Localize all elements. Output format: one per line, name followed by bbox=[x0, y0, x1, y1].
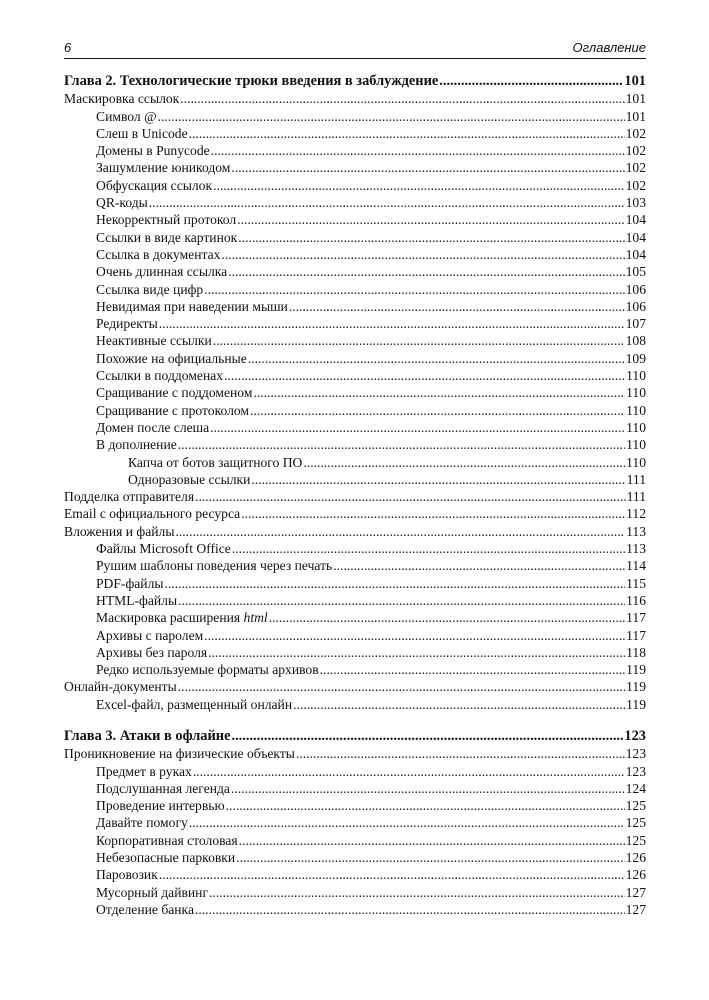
dot-leader bbox=[211, 142, 625, 159]
entry-page: 102 bbox=[625, 160, 646, 176]
toc-entry bbox=[64, 263, 646, 280]
entry-title: QR-коды bbox=[96, 195, 148, 211]
entry-title: Символ @ bbox=[96, 108, 157, 124]
chapter-2-entries bbox=[64, 90, 646, 713]
toc-entry bbox=[64, 402, 646, 419]
entry-page: 110 bbox=[626, 385, 646, 401]
entry-title: Редко используемые форматы архивов bbox=[96, 662, 319, 678]
dot-leader bbox=[253, 384, 625, 401]
entry-title: Некорректный протокол bbox=[96, 212, 237, 228]
toc-entry bbox=[64, 505, 646, 522]
dot-leader bbox=[195, 901, 625, 918]
entry-title: Ссылка виде цифр bbox=[96, 281, 204, 297]
entry-page: 106 bbox=[625, 281, 646, 297]
dot-leader bbox=[213, 177, 625, 194]
dot-leader bbox=[241, 505, 625, 522]
entry-title: Слеш в Unicode bbox=[96, 125, 188, 141]
dot-leader bbox=[159, 315, 625, 332]
toc-entry bbox=[64, 125, 646, 142]
dot-leader bbox=[239, 832, 625, 849]
entry-page: 126 bbox=[625, 867, 646, 883]
entry-title: Небезопасные парковки bbox=[96, 850, 236, 866]
entry-page: 127 bbox=[625, 884, 646, 900]
entry-page: 115 bbox=[626, 575, 646, 591]
entry-title: Зашумление юникодом bbox=[96, 160, 231, 176]
toc-entry bbox=[64, 419, 646, 436]
entry-page: 117 bbox=[626, 610, 646, 626]
entry-title: Отделение банка bbox=[96, 901, 194, 917]
dot-leader bbox=[210, 419, 625, 436]
dot-leader bbox=[269, 609, 625, 626]
entry-title: Email с официального ресурса bbox=[64, 506, 241, 522]
entry-page: 104 bbox=[625, 229, 646, 245]
entry-title: Сращивание с протоколом bbox=[96, 402, 250, 418]
entry-page: 110 bbox=[626, 419, 646, 435]
dot-leader bbox=[204, 281, 624, 298]
table-of-contents bbox=[64, 73, 646, 918]
entry-page: 110 bbox=[626, 402, 646, 418]
entry-page: 116 bbox=[626, 592, 646, 608]
toc-entry bbox=[64, 384, 646, 401]
toc-entry bbox=[64, 523, 646, 540]
toc-entry bbox=[64, 540, 646, 557]
entry-title: Подслушанная легенда bbox=[96, 780, 230, 796]
toc-entry bbox=[64, 454, 646, 471]
entry-page: 123 bbox=[625, 763, 646, 779]
entry-title: Домены в Punycode bbox=[96, 143, 210, 159]
chapter-page: 123 bbox=[624, 727, 646, 744]
entry-title: Ссылка в документах bbox=[96, 246, 221, 262]
toc-entry bbox=[64, 488, 646, 505]
entry-page: 102 bbox=[625, 125, 646, 141]
dot-leader bbox=[232, 540, 625, 557]
entry-page: 102 bbox=[625, 143, 646, 159]
entry-title: Маскировка расширения html bbox=[96, 610, 268, 626]
entry-title: Файлы Microsoft Office bbox=[96, 541, 231, 557]
toc-entry bbox=[64, 592, 646, 609]
dot-leader bbox=[303, 454, 625, 471]
chapter-title: Глава 2. Технологические трюки введения в заблуждение bbox=[64, 73, 439, 89]
entry-page: 103 bbox=[625, 195, 646, 211]
dot-leader bbox=[333, 557, 625, 574]
page-header bbox=[64, 38, 646, 59]
toc-entry bbox=[64, 332, 646, 349]
toc-entry bbox=[64, 159, 646, 176]
entry-title: Невидимая при наведении мыши bbox=[96, 298, 288, 314]
entry-page: 124 bbox=[625, 780, 646, 796]
entry-page: 119 bbox=[626, 662, 646, 678]
dot-leader bbox=[193, 763, 625, 780]
entry-page: 107 bbox=[625, 316, 646, 332]
entry-title: Одноразовые ссылки bbox=[128, 471, 251, 487]
dot-leader bbox=[213, 332, 625, 349]
dot-leader bbox=[178, 592, 625, 609]
toc-entry bbox=[64, 745, 646, 762]
entry-title: Проникновение на физические объекты bbox=[64, 746, 295, 762]
toc-entry bbox=[64, 849, 646, 866]
entry-page: 119 bbox=[626, 696, 646, 712]
entry-page: 104 bbox=[625, 246, 646, 262]
dot-leader bbox=[439, 73, 623, 90]
toc-entry bbox=[64, 575, 646, 592]
dot-leader bbox=[320, 661, 625, 678]
entry-title: Проведение интервью bbox=[96, 798, 225, 814]
toc-entry bbox=[64, 211, 646, 228]
entry-title: Вложения и файлы bbox=[64, 523, 175, 539]
toc-entry bbox=[64, 557, 646, 574]
entry-page: 110 bbox=[626, 437, 646, 453]
dot-leader bbox=[158, 108, 625, 125]
entry-title-emphasis: html bbox=[243, 610, 268, 626]
entry-page: 125 bbox=[625, 815, 646, 831]
entry-page: 113 bbox=[626, 541, 646, 557]
entry-title: Подделка отправителя bbox=[64, 489, 195, 505]
chapter-title: Глава 3. Атаки в офлайне bbox=[64, 727, 231, 744]
entry-title: Архивы без пароля bbox=[96, 644, 208, 660]
entry-page: 117 bbox=[626, 627, 646, 643]
toc-entry bbox=[64, 780, 646, 797]
dot-leader bbox=[226, 797, 625, 814]
entry-page: 101 bbox=[625, 91, 646, 107]
toc-entry bbox=[64, 901, 646, 918]
toc-entry bbox=[64, 471, 646, 488]
toc-entry bbox=[64, 350, 646, 367]
dot-leader bbox=[293, 696, 625, 713]
toc-entry bbox=[64, 884, 646, 901]
entry-title: PDF-файлы bbox=[96, 575, 164, 591]
dot-leader bbox=[165, 575, 626, 592]
toc-entry bbox=[64, 609, 646, 626]
chapter-heading bbox=[64, 73, 646, 90]
entry-title: Excel-файл, размещенный онлайн bbox=[96, 696, 293, 712]
toc-entry bbox=[64, 436, 646, 453]
entry-page: 108 bbox=[625, 333, 646, 349]
dot-leader bbox=[159, 866, 625, 883]
entry-page: 127 bbox=[625, 901, 646, 917]
toc-entry bbox=[64, 177, 646, 194]
toc-entry bbox=[64, 627, 646, 644]
entry-page: 126 bbox=[625, 850, 646, 866]
entry-title: Паровозик bbox=[96, 867, 158, 883]
toc-entry bbox=[64, 194, 646, 211]
dot-leader bbox=[189, 814, 625, 831]
dot-leader bbox=[149, 194, 625, 211]
toc-entry bbox=[64, 678, 646, 695]
toc-entry bbox=[64, 142, 646, 159]
toc-entry bbox=[64, 298, 646, 315]
entry-title: Редиректы bbox=[96, 316, 158, 332]
dot-leader bbox=[208, 644, 625, 661]
dot-leader bbox=[209, 884, 625, 901]
entry-title: Давайте помогу bbox=[96, 815, 188, 831]
entry-page: 109 bbox=[625, 350, 646, 366]
dot-leader bbox=[231, 728, 623, 745]
toc-entry bbox=[64, 281, 646, 298]
entry-title: Капча от ботов защитного ПО bbox=[128, 454, 303, 470]
entry-title: Домен после слеша bbox=[96, 419, 210, 435]
dot-leader bbox=[195, 488, 626, 505]
dot-leader bbox=[175, 523, 625, 540]
dot-leader bbox=[231, 780, 625, 797]
entry-page: 111 bbox=[626, 471, 646, 487]
dot-leader bbox=[178, 436, 625, 453]
entry-page: 112 bbox=[626, 506, 646, 522]
toc-entry bbox=[64, 108, 646, 125]
entry-title: Обфускация ссылок bbox=[96, 177, 213, 193]
toc-entry bbox=[64, 866, 646, 883]
dot-leader bbox=[189, 125, 625, 142]
entry-title: Ссылки в поддоменах bbox=[96, 368, 224, 384]
entry-title: Архивы с паролем bbox=[96, 627, 204, 643]
entry-page: 110 bbox=[626, 368, 646, 384]
entry-title: Похожие на официальные bbox=[96, 350, 247, 366]
entry-title: Рушим шаблоны поведения через печать bbox=[96, 558, 333, 574]
entry-title: Корпоративная столовая bbox=[96, 832, 238, 848]
entry-page: 104 bbox=[625, 212, 646, 228]
entry-page: 123 bbox=[625, 746, 646, 762]
entry-page: 114 bbox=[626, 558, 646, 574]
toc-entry bbox=[64, 832, 646, 849]
dot-leader bbox=[180, 90, 624, 107]
toc-entry bbox=[64, 246, 646, 263]
entry-page: 125 bbox=[625, 798, 646, 814]
dot-leader bbox=[251, 471, 625, 488]
toc-entry bbox=[64, 367, 646, 384]
toc-entry bbox=[64, 763, 646, 780]
entry-page: 125 bbox=[625, 832, 646, 848]
chapter-gap bbox=[64, 713, 646, 728]
dot-leader bbox=[236, 849, 624, 866]
entry-title: Сращивание с поддоменом bbox=[96, 385, 253, 401]
entry-page: 119 bbox=[626, 679, 646, 695]
dot-leader bbox=[289, 298, 625, 315]
entry-page: 111 bbox=[626, 489, 646, 505]
dot-leader bbox=[204, 627, 625, 644]
dot-leader bbox=[178, 678, 625, 695]
entry-page: 113 bbox=[626, 523, 646, 539]
entry-title: Онлайн-документы bbox=[64, 679, 177, 695]
page-number: 6 bbox=[64, 40, 72, 55]
toc-entry bbox=[64, 315, 646, 332]
dot-leader bbox=[248, 350, 625, 367]
entry-title: Предмет в руках bbox=[96, 763, 192, 779]
entry-page: 102 bbox=[625, 177, 646, 193]
chapter-3-entries bbox=[64, 745, 646, 918]
entry-title: Маскировка ссылок bbox=[64, 91, 180, 107]
chapter-heading bbox=[64, 728, 646, 745]
running-title: Оглавление bbox=[572, 40, 646, 55]
toc-entry bbox=[64, 696, 646, 713]
entry-page: 101 bbox=[625, 108, 646, 124]
entry-title: HTML-файлы bbox=[96, 592, 178, 608]
dot-leader bbox=[237, 211, 624, 228]
chapter-page: 101 bbox=[624, 73, 646, 89]
entry-page: 106 bbox=[625, 298, 646, 314]
toc-entry bbox=[64, 90, 646, 107]
entry-title: Неактивные ссылки bbox=[96, 333, 212, 349]
entry-title: Очень длинная ссылка bbox=[96, 264, 228, 280]
dot-leader bbox=[296, 745, 625, 762]
dot-leader bbox=[224, 367, 625, 384]
dot-leader bbox=[221, 246, 624, 263]
toc-entry bbox=[64, 797, 646, 814]
entry-page: 105 bbox=[625, 264, 646, 280]
toc-entry bbox=[64, 229, 646, 246]
dot-leader bbox=[238, 229, 624, 246]
toc-entry bbox=[64, 661, 646, 678]
entry-title: В дополнение bbox=[96, 437, 177, 453]
dot-leader bbox=[228, 263, 624, 280]
entry-title: Ссылки в виде картинок bbox=[96, 229, 238, 245]
entry-page: 110 bbox=[626, 454, 646, 470]
dot-leader bbox=[250, 402, 625, 419]
dot-leader bbox=[231, 159, 624, 176]
entry-page: 118 bbox=[626, 644, 646, 660]
toc-entry bbox=[64, 814, 646, 831]
toc-entry bbox=[64, 644, 646, 661]
entry-title: Мусорный дайвинг bbox=[96, 884, 209, 900]
